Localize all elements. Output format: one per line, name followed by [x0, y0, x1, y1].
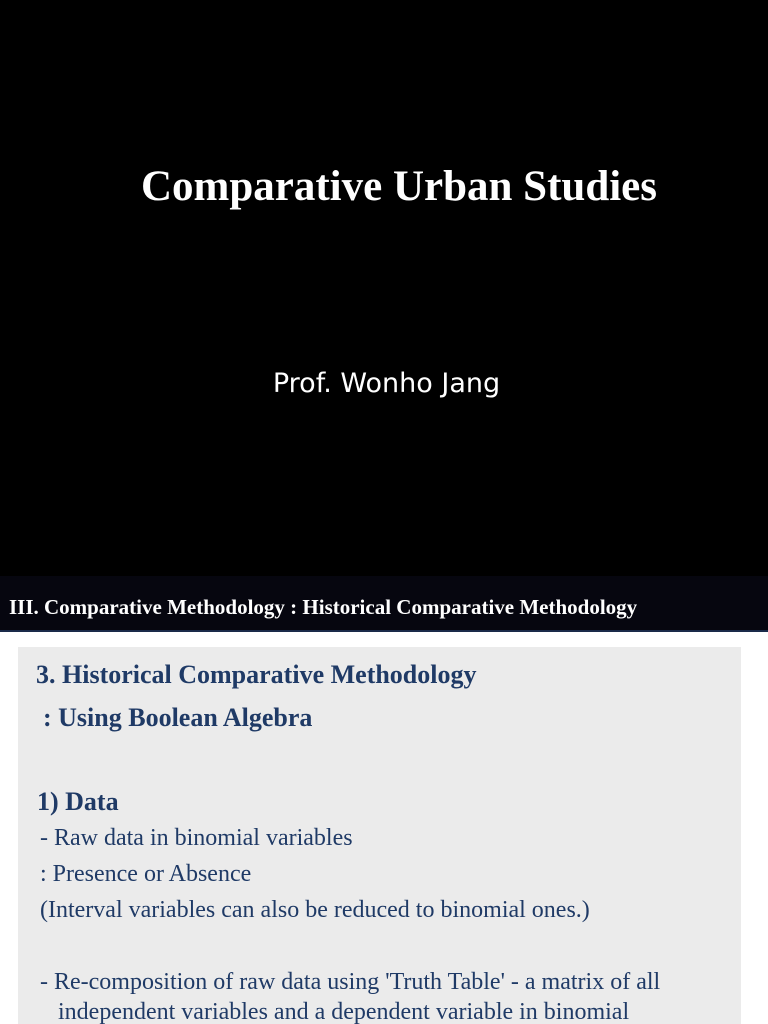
- body-line: independent variables and a dependent variable in binomial: [58, 999, 630, 1024]
- content-subheading: 1) Data: [37, 787, 119, 816]
- body-line: - Re-composition of raw data using 'Truth Table' - a matrix of all: [40, 969, 661, 995]
- slide-title: Comparative Urban Studies: [140, 163, 658, 210]
- content-heading: 3. Historical Comparative Methodology: [36, 660, 477, 689]
- slide-author: Prof. Wonho Jang: [272, 368, 501, 399]
- section-header-bar: [0, 576, 768, 632]
- content-heading-subtitle: : Using Boolean Algebra: [43, 703, 313, 732]
- content-box: [18, 647, 741, 1024]
- body-line: (Interval variables can also be reduced to binomial ones.): [40, 897, 590, 923]
- body-line: - Raw data in binomial variables: [40, 825, 353, 851]
- section-header-text: III. Comparative Methodology : Historical Comparative Methodology: [9, 595, 638, 619]
- body-line: : Presence or Absence: [40, 861, 252, 887]
